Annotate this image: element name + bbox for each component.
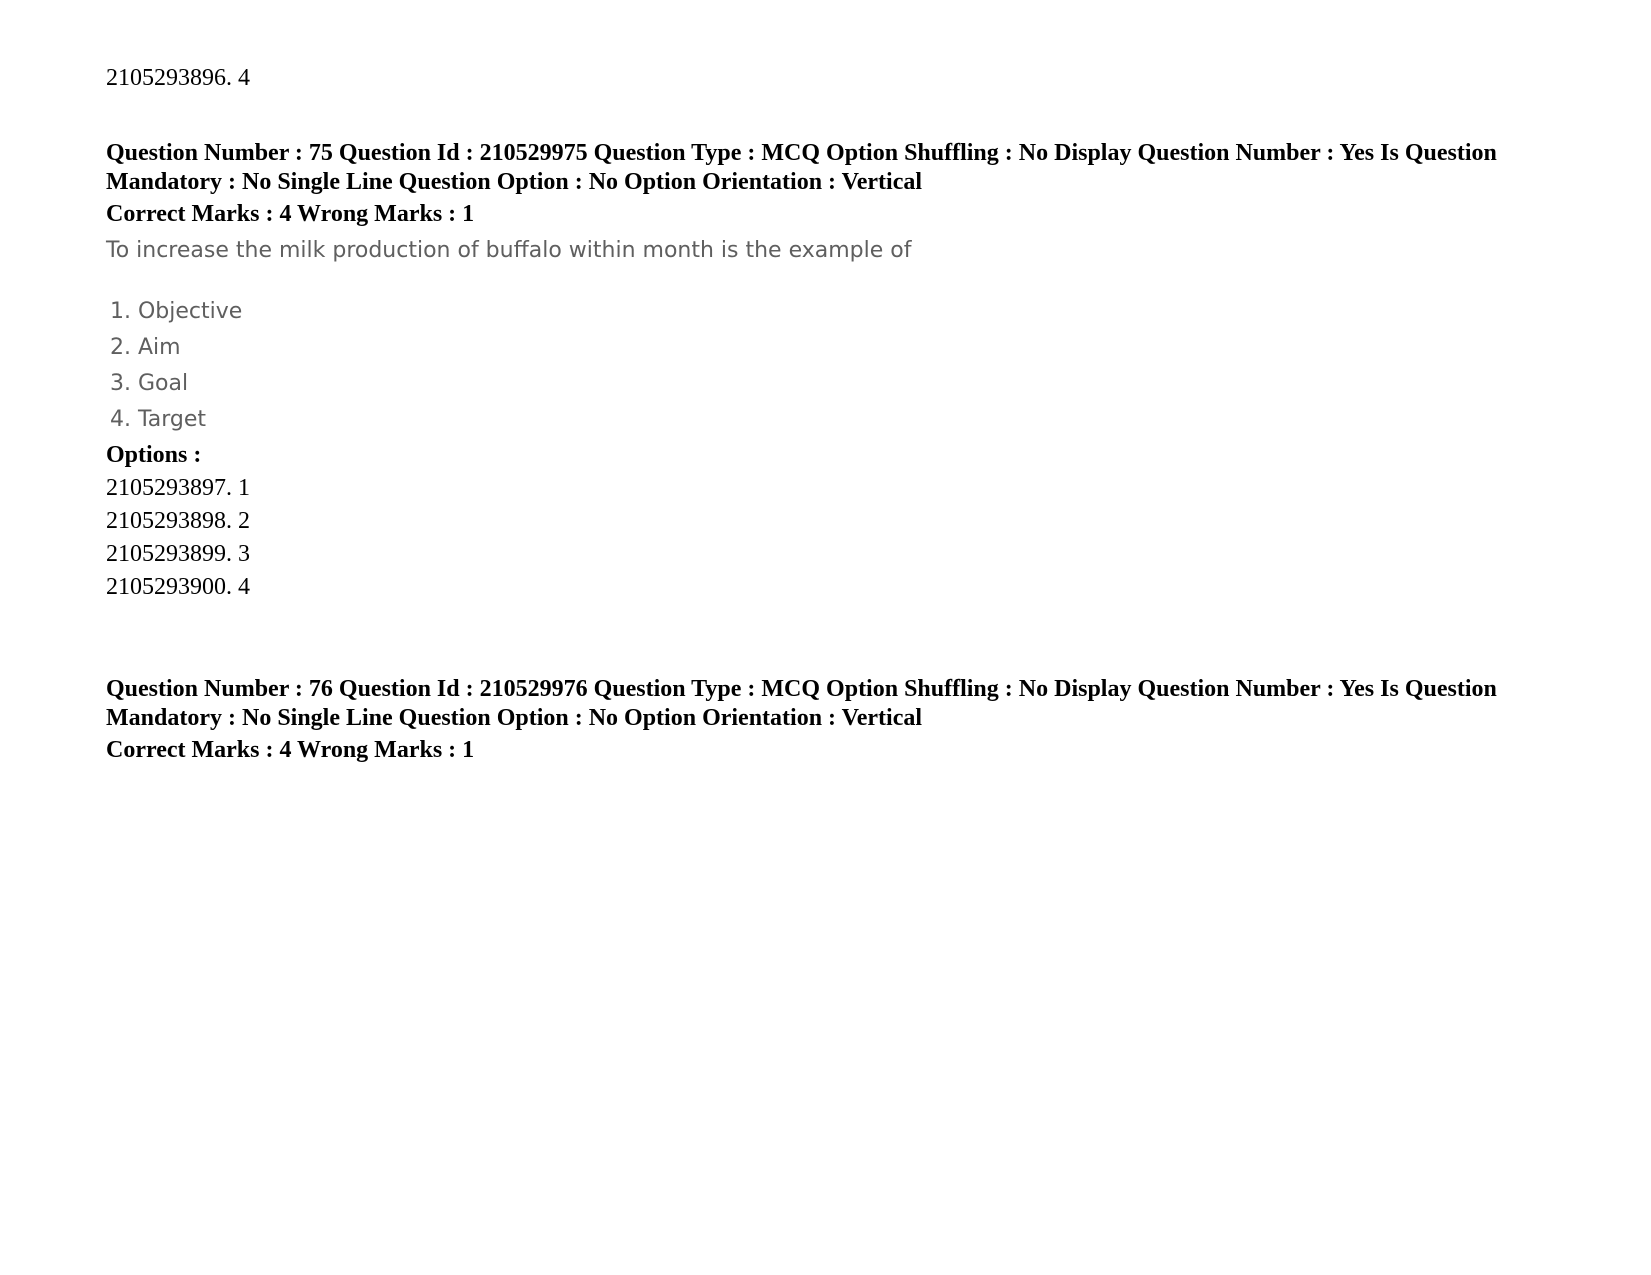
question-75-header-line-2: Mandatory : No Single Line Question Option : No Option Orientation : Vertical [106,169,923,195]
question-75-choice-4: 4. Target [110,407,207,432]
question-75-option-3: 2105293899. 3 [106,541,250,567]
question-75-text: To increase the milk production of buffalo within month is the example of [106,238,912,263]
question-75-option-4: 2105293900. 4 [106,574,250,600]
question-75-options-label: Options : [106,442,202,468]
question-75-choice-3: 3. Goal [110,371,189,396]
question-76-header [106,675,1576,733]
question-75-header [106,139,1576,197]
question-75-header-line-1: Question Number : 75 Question Id : 210529975 Question Type : MCQ Option Shuffling : No Display Question Number : Yes Is Question [106,140,1497,166]
question-75-option-1: 2105293897. 1 [106,475,250,501]
question-76-header-line-2: Mandatory : No Single Line Question Option : No Option Orientation : Vertical [106,705,923,731]
question-75-option-2: 2105293898. 2 [106,508,250,534]
question-75-choice-1: 1. Objective [110,299,243,324]
question-75-marks: Correct Marks : 4 Wrong Marks : 1 [106,201,475,227]
question-76-marks: Correct Marks : 4 Wrong Marks : 1 [106,737,475,763]
previous-option-line: 2105293896. 4 [106,65,250,91]
question-76-header-line-1: Question Number : 76 Question Id : 210529976 Question Type : MCQ Option Shuffling : No Display Question Number : Yes Is Question [106,676,1497,702]
question-75-choice-2: 2. Aim [110,335,181,360]
